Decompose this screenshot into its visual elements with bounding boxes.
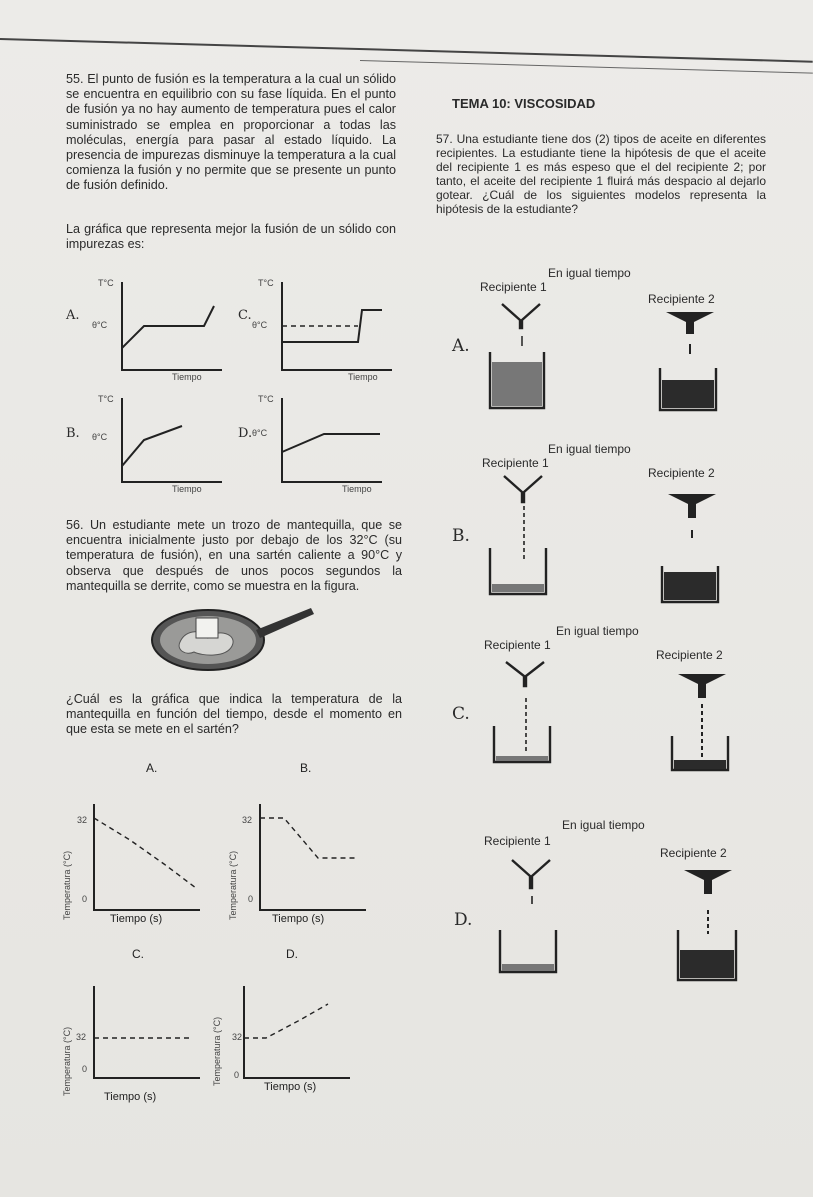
top-rule xyxy=(0,38,813,63)
q57-option-c[interactable]: C. xyxy=(452,704,470,724)
q57-option-b[interactable]: B. xyxy=(452,526,470,546)
q56-b-xlabel: Tiempo (s) xyxy=(272,913,325,925)
q56-a-axes xyxy=(94,804,200,910)
q56-a-xlabel: Tiempo (s) xyxy=(110,913,163,925)
q55-question xyxy=(66,222,396,252)
q55-c-tlabel: T°C xyxy=(258,278,274,288)
q55-b-curve xyxy=(122,426,182,466)
q56-graph-a[interactable] xyxy=(60,760,210,930)
q56-question xyxy=(66,692,402,738)
q57-a-figure[interactable] xyxy=(480,300,740,420)
q55-a-flabel: θ°C xyxy=(92,320,108,330)
q57-a-same-time: En igual tiempo xyxy=(548,266,631,280)
q57-b-figure[interactable] xyxy=(480,472,740,612)
q57-d-figure[interactable] xyxy=(490,850,760,990)
q56-text xyxy=(66,518,402,594)
q55-d-axes xyxy=(282,398,382,482)
q57-b-same-time: En igual tiempo xyxy=(548,442,631,456)
q56-b-title: B. xyxy=(300,761,312,775)
q55-d-curve xyxy=(282,434,380,452)
top-rule-2 xyxy=(360,60,813,74)
q55-graph-c[interactable] xyxy=(252,280,392,380)
q55-d-time: Tiempo xyxy=(342,484,372,494)
q56-b-y32: 32 xyxy=(242,815,253,825)
q55-c-flabel: θ°C xyxy=(252,320,268,330)
q56-question-text: ¿Cuál es la gráfica que indica la temperatura de la mantequilla en función del tiempo, desde el momento en que esta se mete en el sartén? xyxy=(66,692,402,737)
q57-c-figure[interactable] xyxy=(484,652,754,782)
q56-b-axes xyxy=(260,804,366,910)
q56-d-y32: 32 xyxy=(232,1032,243,1042)
q56-d-ylabel: Temperatura (°C) xyxy=(212,1016,222,1086)
q55-graph-b[interactable] xyxy=(92,396,222,496)
q55-a-curve xyxy=(122,306,214,348)
q57-option-a[interactable]: A. xyxy=(452,336,470,356)
q56-a-y32: 32 xyxy=(77,815,88,825)
q55-c-time: Tiempo xyxy=(348,372,378,382)
frying-pan-image xyxy=(146,600,316,680)
q56-c-y0: 0 xyxy=(82,1064,88,1074)
q56-paragraph: 56. Un estudiante mete un trozo de mantequilla, que se encuentra inicialmente justo por debajo de los 32°C (su temperatura de fusión), en una sartén caliente a 90°C y observa que después de unos pocos segundos la mantequilla se derrite, como se muestra en la figura. xyxy=(66,518,402,593)
q56-graph-b[interactable] xyxy=(226,760,376,930)
q55-b-flabel: θ°C xyxy=(92,432,108,442)
q55-b-tlabel: T°C xyxy=(98,394,114,404)
q56-c-axes xyxy=(94,986,200,1078)
q56-c-title: C. xyxy=(132,947,144,961)
q55-d-tlabel: T°C xyxy=(258,394,274,404)
q55-option-d-letter[interactable]: D. xyxy=(238,426,253,441)
q56-a-y0: 0 xyxy=(82,894,88,904)
q57-paragraph: 57. Una estudiante tiene dos (2) tipos de aceite en diferentes recipientes. La estudiante tiene la hipótesis de que el aceite del recipiente 1 es más espeso que el del recipiente 2; por tanto, el aceite del recipiente 1 fluirá más despacio al dejarlo gotear. ¿Cuál de los siguientes modelos representa la hipótesis de la estudiante? xyxy=(436,132,766,216)
q55-paragraph: 55. El punto de fusión es la temperatura a la cual un sólido se encuentra en equilibrio con su fase líquida. En el punto de fusión ya no hay aumento de temperatura pues el calor suministrado se emplea en proporcionar a todas las moléculas, energía para pasar al estado líquido. La presencia de impurezas disminuye la temperatura a la cual comienza la fusión y no permite que se presente un punto de fusión definido. xyxy=(66,72,396,193)
q55-graph-a[interactable] xyxy=(92,280,222,380)
q56-d-line xyxy=(244,1004,328,1038)
q56-d-xlabel: Tiempo (s) xyxy=(264,1081,317,1093)
q57-c-same-time: En igual tiempo xyxy=(556,624,639,638)
q56-b-y0: 0 xyxy=(248,894,254,904)
q57-option-d[interactable]: D. xyxy=(454,910,473,930)
q55-b-axes xyxy=(122,398,222,482)
q55-a-tlabel: T°C xyxy=(98,278,114,288)
q57-d-r1: Recipiente 1 xyxy=(484,834,551,848)
q55-question-text: La gráfica que representa mejor la fusión de un sólido con impurezas es: xyxy=(66,222,396,252)
q55-b-time: Tiempo xyxy=(172,484,202,494)
q56-b-line xyxy=(260,818,356,858)
q56-c-ylabel: Temperatura (°C) xyxy=(62,1026,72,1096)
q56-a-ylabel: Temperatura (°C) xyxy=(62,850,72,920)
q56-d-y0: 0 xyxy=(234,1070,240,1080)
q56-c-xlabel: Tiempo (s) xyxy=(104,1091,157,1103)
q55-option-a-letter[interactable]: A. xyxy=(66,308,80,323)
q55-a-time: Tiempo xyxy=(172,372,202,382)
q57-b-r1: Recipiente 1 xyxy=(482,456,549,470)
q57-text xyxy=(436,132,766,216)
q57-c-r2: Recipiente 2 xyxy=(656,648,723,662)
q56-graph-c[interactable] xyxy=(60,946,210,1116)
q56-d-axes xyxy=(244,986,350,1078)
q57-a-r1: Recipiente 1 xyxy=(480,280,547,294)
q55-graph-d[interactable] xyxy=(252,396,392,496)
q56-b-ylabel: Temperatura (°C) xyxy=(228,850,238,920)
q57-a-r2: Recipiente 2 xyxy=(648,292,715,306)
q57-c-r1: Recipiente 1 xyxy=(484,638,551,652)
q57-d-same-time: En igual tiempo xyxy=(562,818,645,832)
q56-d-title: D. xyxy=(286,947,298,961)
q55-text xyxy=(66,72,396,194)
q55-d-flabel: θ°C xyxy=(252,428,268,438)
q56-graph-d[interactable] xyxy=(210,946,360,1116)
q55-option-b-letter[interactable]: B. xyxy=(66,426,80,441)
q57-d-r2: Recipiente 2 xyxy=(660,846,727,860)
q57-b-r2: Recipiente 2 xyxy=(648,466,715,480)
q56-a-line xyxy=(94,818,196,888)
q56-c-y32: 32 xyxy=(76,1032,87,1042)
q56-a-title: A. xyxy=(146,761,158,775)
q55-option-c-letter[interactable]: C. xyxy=(238,308,252,323)
tema10-title: TEMA 10: VISCOSIDAD xyxy=(452,96,596,111)
